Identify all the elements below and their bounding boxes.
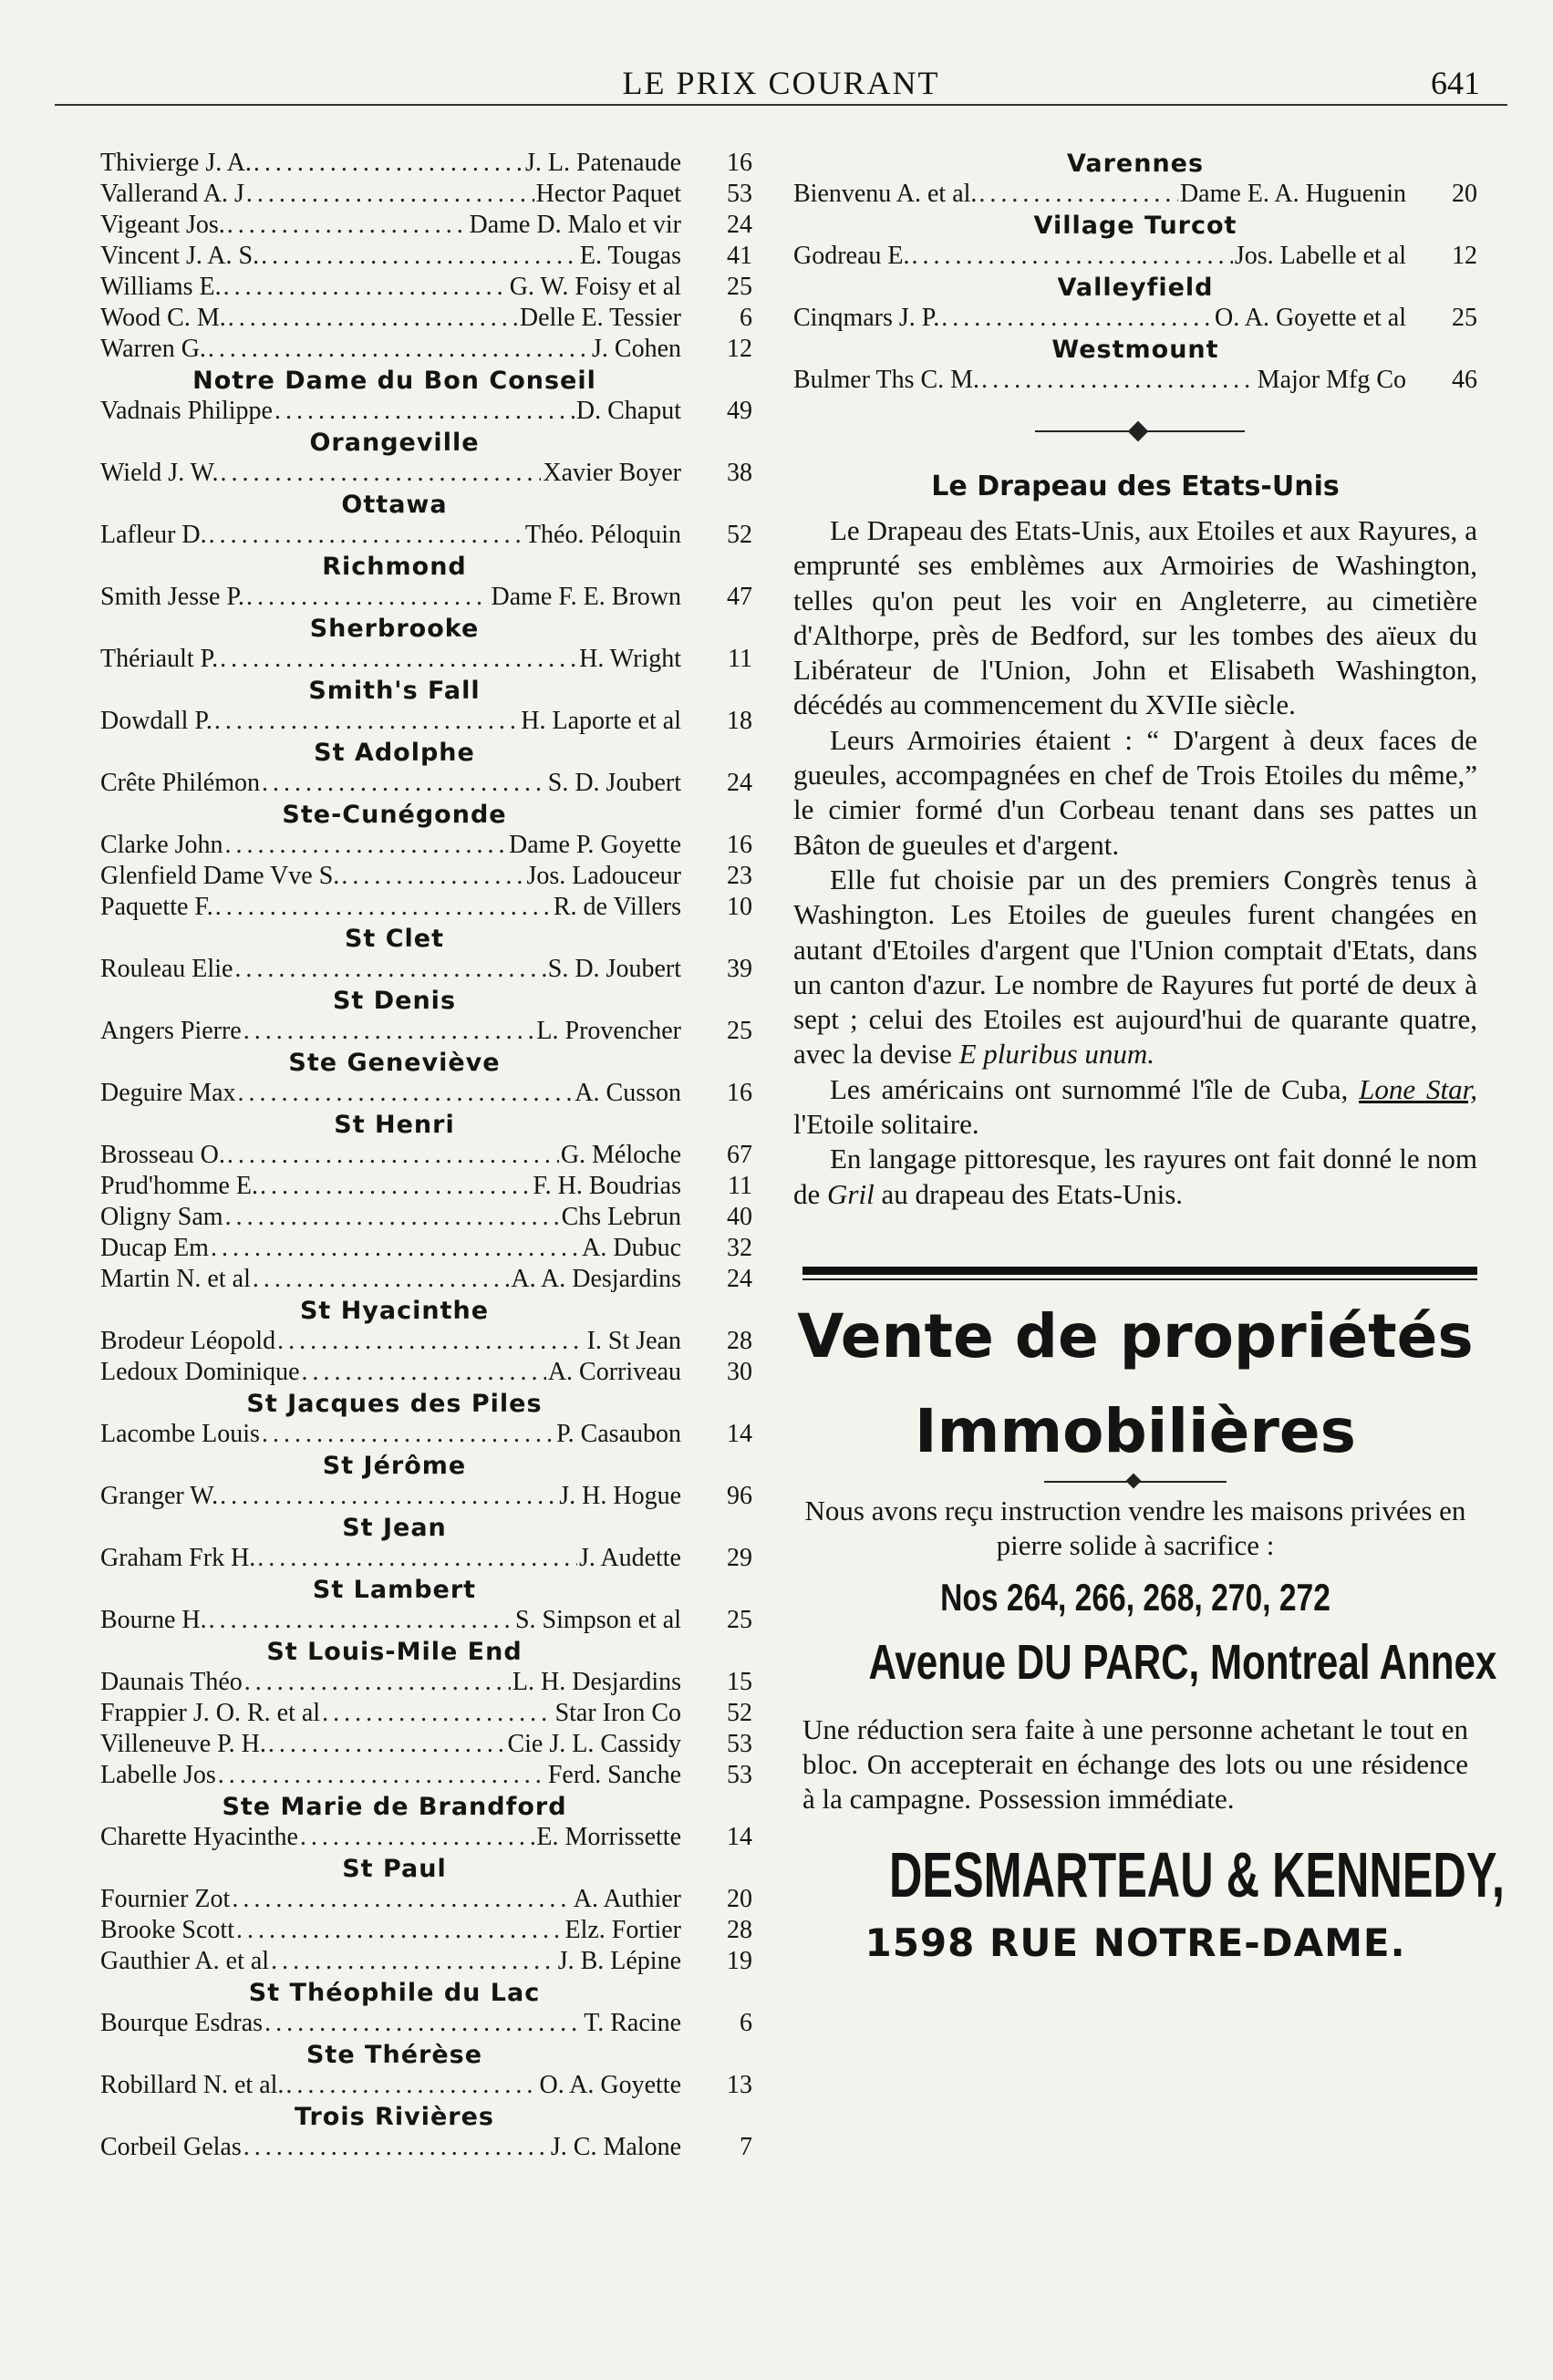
ad-address: 1598 RUE NOTRE-DAME. [865, 1920, 1406, 1965]
judgment-amount: 6 [740, 304, 752, 332]
judgment-entry [100, 1233, 752, 1264]
article-paragraph [793, 863, 1477, 1072]
defendant-name: Rouleau Elie [100, 955, 233, 983]
judgment-entry [100, 1326, 752, 1357]
plaintiff-name: T. Racine [584, 2009, 681, 2037]
judgment-entry [100, 1357, 752, 1388]
plaintiff-name: P. Casaubon [556, 1420, 681, 1448]
plaintiff-name: Elz. Fortier [564, 1916, 681, 1944]
judgment-entry [100, 1140, 752, 1171]
plaintiff-name: A. Authier [573, 1885, 681, 1913]
plaintiff-name: Chs Lebrun [561, 1203, 681, 1231]
defendant-name: Thériault P. [100, 645, 219, 673]
defendant-name: Ducap Em [100, 1234, 209, 1262]
locality-heading: Varennes [1066, 150, 1205, 178]
ad-divider-diamond [1126, 1473, 1142, 1488]
article-gril: Gril [827, 1177, 875, 1210]
judgment-amount: 40 [727, 1203, 752, 1231]
judgment-entry [100, 1729, 752, 1760]
leader-dots [220, 644, 577, 675]
defendant-name: Williams E. [100, 273, 222, 301]
locality-heading: St Théophile du Lac [248, 1979, 541, 2007]
defendant-name: Dowdall P. [100, 707, 212, 735]
defendant-name: Vigeant Jos. [100, 211, 225, 239]
leader-dots [236, 1915, 563, 1946]
defendant-name: Glenfield Dame Vve S. [100, 862, 340, 890]
leader-dots [302, 1357, 546, 1388]
judgment-entry [100, 1078, 752, 1109]
judgment-amount: 25 [727, 1606, 752, 1634]
defendant-name: Paquette F. [100, 893, 213, 921]
locality-heading: St Jérôme [322, 1452, 467, 1480]
leader-dots [208, 334, 590, 365]
ad-divider [793, 1470, 1477, 1494]
plaintiff-name: Major Mfg Co [1257, 366, 1406, 394]
defendant-name: Graham Frk H. [100, 1544, 256, 1572]
defendant-name: Charette Hyacinthe [100, 1823, 298, 1851]
judgment-amount: 14 [727, 1420, 752, 1448]
defendant-name: Vallerand A. J [100, 180, 244, 208]
defendant-name: Villeneuve P. H. [100, 1730, 266, 1758]
plaintiff-name: Ferd. Sanche [547, 1761, 681, 1789]
judgment-entry [100, 861, 752, 892]
leader-dots [261, 241, 578, 272]
plaintiff-name: L. H. Desjardins [512, 1668, 681, 1696]
judgment-entry [100, 303, 752, 334]
locality-heading: Sherbrooke [309, 615, 480, 643]
ad-description: Une réduction sera faite à une personne achetant le tout en bloc. On accepterait en échange des lots ou une résidence à la campagne. Possession immédiate. [802, 1713, 1468, 1815]
defendant-name: Thivierge J. A. [100, 149, 252, 177]
judgment-entry [793, 241, 1477, 272]
leader-dots [274, 396, 575, 427]
defendant-name: Brodeur Léopold [100, 1327, 276, 1355]
plaintiff-name: Théo. Péloquin [524, 521, 681, 549]
leader-dots [227, 210, 468, 241]
plaintiff-name: S. D. Joubert [547, 955, 681, 983]
judgment-amount: 28 [727, 1327, 752, 1355]
article-text: En langage pittoresque, les rayures ont fait donné le nom de [793, 1143, 1477, 1210]
defendant-name: Ledoux Dominique [100, 1358, 300, 1386]
defendant-name: Bulmer Ths C. M. [793, 366, 980, 394]
ad-headline: Vente de propriétés [797, 1300, 1474, 1371]
judgment-entry [100, 520, 752, 551]
ad-top-thin-rule [802, 1278, 1477, 1280]
section-divider [793, 409, 1477, 454]
plaintiff-name: J. H. Hogue [559, 1482, 681, 1510]
judgment-amount: 24 [727, 1265, 752, 1293]
locality-heading: Notre Dame du Bon Conseil [192, 367, 596, 395]
defendant-name: Wood C. M. [100, 304, 226, 332]
plaintiff-name: R. de Villers [553, 893, 681, 921]
judgment-entry [100, 179, 752, 210]
judgment-amount: 20 [1452, 180, 1477, 208]
leader-dots [277, 1326, 585, 1357]
leader-dots [238, 1078, 574, 1109]
judgment-amount: 18 [727, 707, 752, 735]
defendant-name: Brosseau O. [100, 1141, 225, 1169]
judgment-amount: 11 [728, 1172, 752, 1200]
article-paragraph [793, 1072, 1477, 1143]
locality-heading: Ste-Cunégonde [282, 801, 507, 829]
defendant-name: Oligny Sam [100, 1203, 223, 1231]
judgment-amount: 14 [727, 1823, 752, 1851]
plaintiff-name: J. L. Patenaude [524, 149, 681, 177]
newspaper-title: LE PRIX COURANT [622, 65, 940, 101]
leader-dots [225, 830, 508, 861]
judgment-entry [100, 1264, 752, 1295]
leader-dots [225, 1202, 560, 1233]
article-lone-star: Lone Star, [1359, 1072, 1477, 1105]
judgment-entry [100, 706, 752, 737]
judgment-entry [100, 582, 752, 613]
leader-dots [211, 1233, 580, 1264]
judgment-amount: 25 [727, 273, 752, 301]
judgment-entry [100, 768, 752, 799]
judgment-amount: 16 [727, 831, 752, 859]
leader-dots [341, 861, 524, 892]
plaintiff-name: A. A. Desjardins [511, 1265, 681, 1293]
judgment-amount: 7 [740, 2133, 752, 2161]
judgment-entry [100, 1171, 752, 1202]
locality-heading: St Lambert [312, 1576, 477, 1604]
defendant-name: Corbeil Gelas [100, 2133, 242, 2161]
defendant-name: Brooke Scott [100, 1916, 234, 1944]
judgment-entry [100, 892, 752, 923]
defendant-name: Bienvenu A. et al. [793, 180, 978, 208]
judgment-amount: 53 [727, 1730, 752, 1758]
locality-heading: Ste Geneviève [288, 1049, 501, 1077]
judgment-entry [100, 1946, 752, 1977]
plaintiff-name: A. Corriveau [547, 1358, 681, 1386]
article-text: Les américains ont surnommé l'île de Cuba, [830, 1072, 1349, 1105]
judgment-entry [100, 1822, 752, 1853]
real-estate-advertisement [793, 1299, 1505, 1965]
right-column-list [793, 148, 1477, 396]
leader-dots [978, 179, 1178, 210]
judgment-entry [100, 1543, 752, 1574]
leader-dots [912, 241, 1233, 272]
article-title: Le Drapeau des Etats-Unis [931, 471, 1340, 502]
locality-heading: St Adolphe [314, 739, 475, 767]
defendant-name: Granger W. [100, 1482, 219, 1510]
plaintiff-name: Dame D. Malo et vir [469, 211, 681, 239]
plaintiff-name: Xavier Boyer [543, 459, 681, 487]
defendant-name: Lafleur D. [100, 521, 207, 549]
leader-dots [254, 148, 523, 179]
page-number: 641 [1431, 65, 1480, 101]
article-text: Elle fut choisie par un des premiers Congrès tenus à Washington. Les Etoiles de gueules furent changées en autant d'Etoiles d'argent que l'Union comptait d'Etats, dans un canton d'azur. Le nombre de Rayures fut porté de deux à sept ; celui des Etoiles est aujourd'hui de quarante quatre, avec la devise [793, 863, 1477, 1071]
locality-heading: St Clet [344, 925, 445, 953]
defendant-name: Bourne H. [100, 1606, 207, 1634]
defendant-name: Lacombe Louis [100, 1420, 260, 1448]
plaintiff-name: Hector Paquet [535, 180, 681, 208]
judgment-entry [793, 179, 1477, 210]
judgment-entry [100, 1760, 752, 1791]
leader-dots [223, 272, 508, 303]
judgment-entry [100, 272, 752, 303]
judgment-amount: 96 [727, 1482, 752, 1510]
judgment-entry [100, 1481, 752, 1512]
defendant-name: Clarke John [100, 831, 223, 859]
plaintiff-name: D. Chaput [575, 397, 681, 425]
plaintiff-name: S. Simpson et al [514, 1606, 681, 1634]
leader-dots [209, 520, 523, 551]
judgment-entry [100, 1419, 752, 1450]
locality-heading: St Denis [332, 987, 457, 1015]
plaintiff-name: Delle E. Tessier [519, 304, 681, 332]
leader-dots [228, 303, 518, 334]
leader-dots [300, 1822, 534, 1853]
leader-dots [243, 2132, 549, 2163]
ad-firm-name: DESMARTEAU & KENNEDY, [889, 1838, 1505, 1910]
leader-dots [220, 1481, 557, 1512]
plaintiff-name: J. B. Lépine [557, 1947, 681, 1975]
judgment-amount: 11 [728, 645, 752, 673]
plaintiff-name: H. Laporte et al [521, 707, 681, 735]
locality-heading: St Paul [342, 1855, 447, 1883]
judgment-entry [100, 210, 752, 241]
judgment-entry [100, 1698, 752, 1729]
plaintiff-name: J. C. Malone [550, 2133, 681, 2161]
judgment-amount: 30 [727, 1358, 752, 1386]
judgment-entry [100, 1016, 752, 1047]
plaintiff-name: E. Morrissette [536, 1823, 681, 1851]
locality-heading: Valleyfield [1057, 274, 1214, 302]
article-text: l'Etoile solitaire. [793, 1108, 979, 1141]
leader-dots [221, 458, 542, 489]
defendant-name: Deguire Max [100, 1079, 236, 1107]
leader-dots [322, 1698, 554, 1729]
judgment-amount: 67 [727, 1141, 752, 1169]
leader-dots [264, 2008, 582, 2039]
judgment-entry [100, 2132, 752, 2163]
locality-heading: Smith's Fall [308, 677, 481, 705]
judgment-amount: 53 [727, 1761, 752, 1789]
article-text: au drapeau des Etats-Unis. [881, 1177, 1184, 1210]
judgment-entry [100, 644, 752, 675]
judgment-amount: 25 [727, 1017, 752, 1045]
judgment-entry [100, 241, 752, 272]
plaintiff-name: G. W. Foisy et al [509, 273, 681, 301]
judgment-entry [100, 148, 752, 179]
plaintiff-name: A. Cusson [575, 1079, 681, 1107]
leader-dots [218, 1760, 546, 1791]
plaintiff-name: L. Provencher [536, 1017, 681, 1045]
judgment-amount: 15 [727, 1668, 752, 1696]
plaintiff-name: Dame F. E. Brown [491, 583, 681, 611]
plaintiff-name: O. A. Goyette et al [1215, 304, 1406, 332]
judgment-entry [793, 365, 1477, 396]
judgment-entry [100, 830, 752, 861]
defendant-name: Smith Jesse P. [100, 583, 244, 611]
judgment-amount: 23 [727, 862, 752, 890]
judgment-amount: 24 [727, 211, 752, 239]
plaintiff-name: F. H. Boudrias [533, 1172, 681, 1200]
locality-heading: St Jacques des Piles [246, 1390, 543, 1418]
defendant-name: Frappier J. O. R. et al [100, 1699, 321, 1727]
leader-dots [232, 1884, 571, 1915]
defendant-name: Bourque Esdras [100, 2009, 264, 2037]
judgment-entry [100, 334, 752, 365]
defendant-name: Crête Philémon [100, 769, 260, 797]
judgment-entry [100, 1667, 752, 1698]
judgment-amount: 24 [727, 769, 752, 797]
judgment-amount: 29 [727, 1544, 752, 1572]
locality-heading: Trois Rivières [295, 2103, 494, 2131]
locality-heading: Ste Thérèse [305, 2041, 483, 2069]
defendant-name: Robillard N. et al. [100, 2071, 285, 2099]
locality-heading: St Louis-Mile End [266, 1638, 523, 1666]
ad-intro: Nous avons reçu instruction vendre les maisons privées en pierre solide à sacrifice : [804, 1494, 1466, 1561]
defendant-name: Godreau E. [793, 242, 910, 270]
judgment-amount: 32 [727, 1234, 752, 1262]
judgment-amount: 28 [727, 1916, 752, 1944]
leader-dots [246, 582, 490, 613]
leader-dots [214, 706, 519, 737]
leader-dots [246, 179, 534, 210]
defendant-name: Cinqmars J. P. [793, 304, 940, 332]
judgment-amount: 20 [727, 1885, 752, 1913]
plaintiff-name: Jos. Labelle et al [1234, 242, 1406, 270]
article-paragraph [793, 1142, 1477, 1212]
ad-avenue: Avenue DU PARC, Montreal Annex [868, 1634, 1497, 1690]
defendant-name: Daunais Théo [100, 1668, 243, 1696]
judgment-entry [100, 954, 752, 985]
judgment-amount: 47 [727, 583, 752, 611]
judgment-amount: 46 [1452, 366, 1477, 394]
leader-dots [262, 1419, 554, 1450]
ad-house-numbers: Nos 264, 266, 268, 270, 272 [940, 1575, 1330, 1619]
leader-dots [215, 892, 552, 923]
divider-diamond [1128, 421, 1149, 442]
leader-dots [234, 954, 545, 985]
leader-dots [268, 1729, 506, 1760]
locality-heading: Ottawa [341, 491, 448, 519]
plaintiff-name: Dame E. A. Huguenin [1179, 180, 1406, 208]
plaintiff-name: A. Dubuc [582, 1234, 681, 1262]
locality-heading: Orangeville [309, 429, 480, 457]
leader-dots [243, 1016, 535, 1047]
judgment-amount: 13 [727, 2071, 752, 2099]
plaintiff-name: O. A. Goyette [539, 2071, 681, 2099]
defendant-name: Fournier Zot [100, 1885, 231, 1913]
article-paragraph: Le Drapeau des Etats-Unis, aux Etoiles et aux Rayures, a emprunté ses emblèmes aux Armoiries de Washington, telles qu'on peut les voir en Angleterre, au cimetière d'Althorpe, près de Bedford, sur les tombes des aïeux du Libérateur de l'Union, John et Elisabeth Washington, décédés au commencement du XVIIe siècle. [793, 514, 1477, 721]
locality-heading: Ste Marie de Brandford [222, 1793, 567, 1821]
judgment-entry [100, 2070, 752, 2101]
judgment-amount: 10 [727, 893, 752, 921]
ad-top-rule [802, 1267, 1477, 1275]
judgment-entry [793, 303, 1477, 334]
defendant-name: Prud'homme E. [100, 1172, 259, 1200]
defendant-name: Warren G. [100, 335, 206, 363]
judgment-entry [100, 1884, 752, 1915]
article-drapeau [793, 471, 1477, 1212]
page-header [55, 57, 1507, 106]
locality-heading: St Jean [342, 1514, 447, 1542]
leader-dots [271, 1946, 556, 1977]
judgment-amount: 52 [727, 1699, 752, 1727]
locality-heading: Westmount [1051, 336, 1219, 364]
plaintiff-name: Jos. Ladouceur [526, 862, 681, 890]
judgment-entry [100, 2008, 752, 2039]
ad-headline: Immobilières [915, 1395, 1356, 1466]
judgment-entry [100, 458, 752, 489]
locality-heading: St Hyacinthe [299, 1297, 490, 1325]
leader-dots [285, 2070, 537, 2101]
article-motto: E pluribus unum. [958, 1038, 1155, 1071]
judgment-amount: 53 [727, 180, 752, 208]
judgment-entry [100, 1605, 752, 1636]
plaintiff-name: H. Wright [579, 645, 681, 673]
plaintiff-name: J. Audette [579, 1544, 681, 1572]
leader-dots [209, 1605, 513, 1636]
judgment-amount: 16 [727, 149, 752, 177]
judgment-amount: 19 [727, 1947, 752, 1975]
left-column [100, 148, 752, 2163]
leader-dots [262, 768, 546, 799]
defendant-name: Wield J. W. [100, 459, 219, 487]
defendant-name: Vincent J. A. S. [100, 242, 260, 270]
plaintiff-name: G. Méloche [560, 1141, 681, 1169]
judgment-amount: 6 [740, 2009, 752, 2037]
plaintiff-name: Dame P. Goyette [509, 831, 681, 859]
defendant-name: Labelle Jos [100, 1761, 216, 1789]
locality-heading: Richmond [322, 553, 467, 581]
defendant-name: Vadnais Philippe [100, 397, 273, 425]
judgment-amount: 25 [1452, 304, 1477, 332]
judgment-entry [100, 396, 752, 427]
plaintiff-name: Star Iron Co [554, 1699, 681, 1727]
judgment-amount: 49 [727, 397, 752, 425]
judgment-amount: 12 [1452, 242, 1477, 270]
plaintiff-name: Cie J. L. Cassidy [507, 1730, 681, 1758]
leader-dots [941, 303, 1213, 334]
leader-dots [244, 1667, 511, 1698]
plaintiff-name: E. Tougas [579, 242, 681, 270]
judgment-entry [100, 1915, 752, 1946]
leader-dots [253, 1264, 510, 1295]
judgment-amount: 38 [727, 459, 752, 487]
leader-dots [981, 365, 1256, 396]
locality-heading: Village Turcot [1033, 212, 1237, 240]
judgment-amount: 39 [727, 955, 752, 983]
plaintiff-name: S. D. Joubert [547, 769, 681, 797]
defendant-name: Angers Pierre [100, 1017, 242, 1045]
defendant-name: Martin N. et al [100, 1265, 251, 1293]
judgment-amount: 16 [727, 1079, 752, 1107]
plaintiff-name: I. St Jean [586, 1327, 681, 1355]
judgment-entry [100, 1202, 752, 1233]
leader-dots [227, 1140, 559, 1171]
leader-dots [257, 1543, 577, 1574]
right-column [793, 148, 1505, 1965]
plaintiff-name: J. Cohen [592, 335, 681, 363]
judgment-amount: 12 [727, 335, 752, 363]
defendant-name: Gauthier A. et al [100, 1947, 270, 1975]
judgment-amount: 41 [727, 242, 752, 270]
locality-heading: St Henri [334, 1111, 455, 1139]
article-paragraph: Leurs Armoiries étaient : “ D'argent à deux faces de gueules, accompagnées en chef de Trois Etoiles du même,” le cimier formé d'un Corbeau tenant dans ses pattes un Bâton de gueules et d'argent. [793, 723, 1477, 861]
judgment-amount: 52 [727, 521, 752, 549]
leader-dots [260, 1171, 531, 1202]
